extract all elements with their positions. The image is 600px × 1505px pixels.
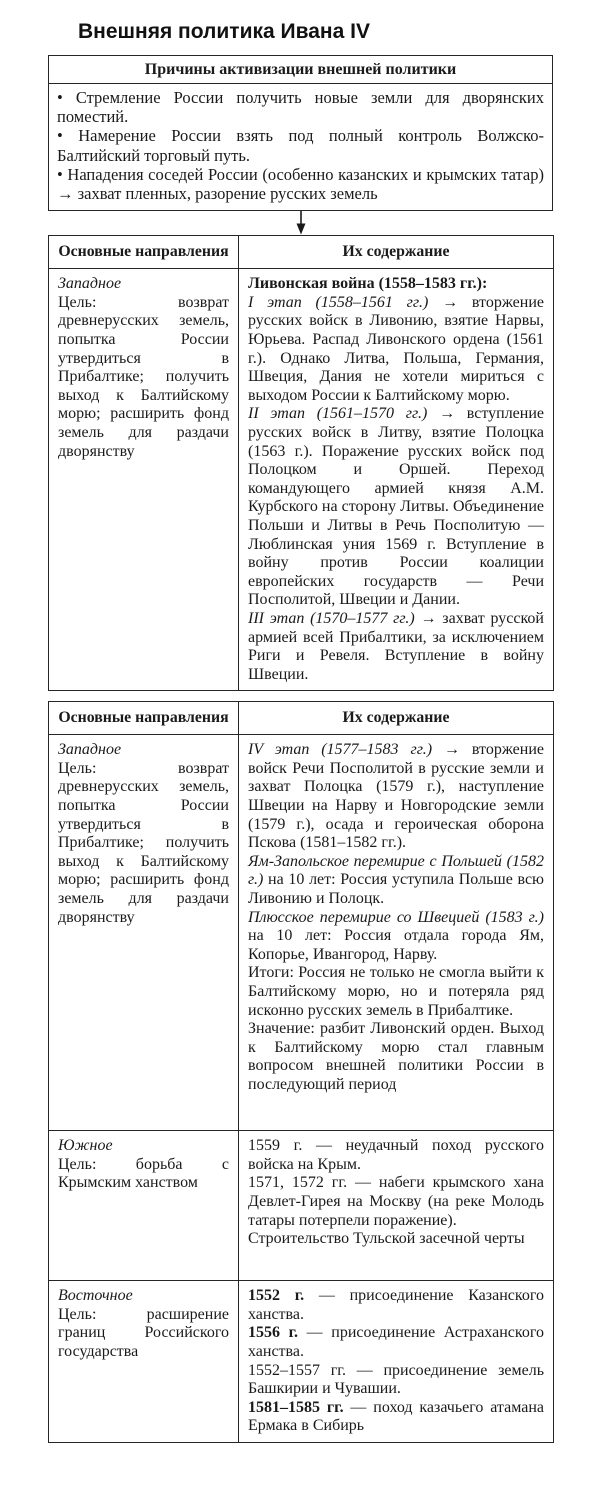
table2-row-western bbox=[49, 735, 554, 1131]
paragraph bbox=[58, 1306, 229, 1362]
table2-southern-direction-cell bbox=[49, 1131, 239, 1281]
text-segment: I этап (1558–1561 гг.) bbox=[248, 293, 429, 311]
text-segment: — поход казачьего атамана Ермака в Сибирь bbox=[248, 1398, 544, 1435]
paragraph bbox=[248, 1399, 544, 1436]
page-title: Внешняя политика Ивана IV bbox=[78, 20, 370, 43]
table1-col-header-content: Их содержание bbox=[239, 236, 554, 269]
paragraph bbox=[248, 1020, 544, 1094]
directions-table-part1 bbox=[48, 235, 554, 691]
text-segment: • Стремление России получить новые земли для дворянских поместий. bbox=[57, 88, 544, 127]
text-segment: Ливонская война (1558–1583 гг.): bbox=[248, 275, 488, 293]
paragraph bbox=[248, 1174, 544, 1230]
paragraph bbox=[248, 909, 544, 965]
paragraph bbox=[57, 88, 544, 126]
table2-southern-content-cell bbox=[239, 1131, 554, 1281]
paragraph bbox=[58, 1287, 229, 1306]
paragraph bbox=[58, 275, 229, 294]
text-segment: Плюсское перемирие со Швецией (1583 г.) bbox=[248, 908, 544, 926]
paragraph bbox=[57, 165, 544, 203]
text-segment: Цель: возврат древнерусских земель, попытка России утвердиться в Прибалтике; получить выход к Балтийскому морю; расширить фонд земель для раздачи дворянству bbox=[58, 293, 229, 460]
table2-western-content-cell bbox=[239, 735, 554, 1131]
text-segment: 1571, 1572 гг. — набеги крымского хана Девлет-Гирея на Москву (на реке Молодь татары потерпели поражение). bbox=[248, 1174, 544, 1229]
table2-col-header-content: Их содержание bbox=[239, 702, 554, 735]
reasons-box bbox=[48, 55, 553, 211]
text-segment: Цель: борьба с Крымским ханством bbox=[58, 1155, 229, 1192]
reasons-box-body bbox=[49, 84, 552, 210]
text-segment: Значение: разбит Ливонский орден. Выход к Балтийскому морю стал главным вопросом внешней политики России в последующий период bbox=[248, 1020, 544, 1093]
table1-col-header-directions: Основные направления bbox=[49, 236, 239, 269]
text-segment: • Нападения соседей России (особенно казанских и крымских татар) → захват пленных, разорение русских земель bbox=[57, 164, 544, 204]
paragraph bbox=[248, 405, 544, 610]
text-segment: → вторжение войск Речи Посполитой в русские земли и захват Полоцка (1579 г.), наступление Швеции на Нарву и Новгородские земли (1579 г.), осада и героическая оборона Пскова (1581–1582 гг.). bbox=[248, 741, 545, 852]
text-segment: — присоединение Астраханского ханства. bbox=[248, 1324, 544, 1361]
table2-western-direction-cell bbox=[49, 735, 239, 1131]
paragraph bbox=[248, 1324, 544, 1361]
text-segment: Строительство Тульской засечной черты bbox=[248, 1230, 525, 1248]
table2-row-eastern bbox=[49, 1281, 554, 1443]
paragraph bbox=[248, 964, 544, 1020]
table2-eastern-direction-cell bbox=[49, 1281, 239, 1443]
flow-connector bbox=[48, 211, 553, 235]
paragraph bbox=[57, 126, 544, 164]
table2-row-southern bbox=[49, 1131, 554, 1281]
text-segment: Южное bbox=[58, 1137, 113, 1155]
paragraph bbox=[248, 741, 544, 853]
text-segment: 1552 г. bbox=[248, 1287, 305, 1305]
text-segment: 1581–1585 гг. bbox=[248, 1398, 344, 1416]
table1-row-western bbox=[49, 269, 554, 691]
paragraph bbox=[248, 853, 544, 909]
text-segment: Итоги: Россия не только не смогла выйти к Балтийскому морю, но и потеряла ряд исконно русских земель в Прибалтике. bbox=[248, 964, 544, 1019]
paragraph bbox=[58, 760, 229, 927]
paragraph bbox=[248, 1287, 544, 1324]
table2-col-header-directions: Основные направления bbox=[49, 702, 239, 735]
text-segment: → вторжение русских войск в Ливонию, взятие Нарвы, Юрьева. Распад Ливонского ордена (1561 г.). Однако Литва, Польша, Германия, Швеция, Дания не хотели мириться с выходом России к Балтийскому морю. bbox=[248, 293, 545, 404]
paragraph bbox=[58, 741, 229, 760]
table2-header-row bbox=[49, 702, 554, 735]
table1-western-direction-cell bbox=[49, 269, 239, 691]
table2-eastern-content-cell bbox=[239, 1281, 554, 1443]
directions-table-part2 bbox=[48, 701, 554, 1443]
arrow-down-icon bbox=[292, 211, 310, 235]
text-segment: Восточное bbox=[58, 1287, 133, 1305]
paragraph bbox=[248, 1230, 544, 1249]
text-segment: Западное bbox=[58, 275, 122, 293]
textbook-page bbox=[0, 19, 600, 1505]
text-segment: • Намерение России взять под полный контроль Волжско-Балтийский торговый путь. bbox=[57, 126, 544, 165]
text-segment: IV этап (1577–1583 гг.) bbox=[248, 741, 433, 759]
text-segment: Ям-Запольское перемирие с Польшей (1582 г.) bbox=[248, 852, 544, 889]
paragraph bbox=[248, 294, 544, 406]
text-segment: III этап (1570–1577 гг.) bbox=[248, 609, 415, 627]
text-segment: Цель: возврат древнерусских земель, попытка России утвердиться в Прибалтике; получить выход к Балтийскому морю; расширить фонд земель для раздачи дворянству bbox=[58, 759, 229, 926]
reasons-box-header: Причины активизации внешней политики bbox=[49, 56, 552, 84]
paragraph bbox=[248, 1362, 544, 1399]
text-segment: Цель: расширение границ Российского государства bbox=[58, 1305, 229, 1361]
text-segment: 1556 г. bbox=[248, 1324, 299, 1342]
text-segment: Западное bbox=[58, 741, 122, 759]
paragraph bbox=[58, 294, 229, 461]
text-segment: 1552–1557 гг. — присоединение земель Башкирии и Чувашии. bbox=[248, 1361, 544, 1398]
paragraph bbox=[248, 275, 544, 294]
text-segment: II этап (1561–1570 гг.) bbox=[248, 405, 428, 423]
text-segment: → вступление русских войск в Литву, взятие Полоцка (1563 г.). Поражение русских войск под Полоцком и Оршей. Переход командующего армией князя А.М. Курбского на сторону Литвы. Объединение Польши и Литвы в Речь Посполитую — Люблинская уния 1569 г. Вступление в войну против России коалиции европейских государств — Речи Посполитой, Швеции и Дании. bbox=[248, 405, 544, 609]
table1-header-row bbox=[49, 236, 554, 269]
text-segment: → захват русской армией всей Прибалтики, за исключением Риги и Ревеля. Вступление в войну Швеции. bbox=[248, 609, 544, 683]
text-segment: на 10 лет: Россия отдала города Ям, Копорье, Ивангород, Нарву. bbox=[248, 927, 544, 963]
text-segment: 1559 г. — неудачный поход русского войска на Крым. bbox=[248, 1137, 544, 1173]
text-segment: — присоединение Казанского ханства. bbox=[248, 1287, 544, 1323]
text-segment: на 10 лет: Россия уступила Польше всю Ливонию и Полоцк. bbox=[248, 871, 544, 908]
table1-western-content-cell bbox=[239, 269, 554, 691]
paragraph bbox=[248, 610, 544, 684]
paragraph bbox=[248, 1137, 544, 1174]
paragraph bbox=[58, 1156, 229, 1193]
paragraph bbox=[58, 1137, 229, 1156]
